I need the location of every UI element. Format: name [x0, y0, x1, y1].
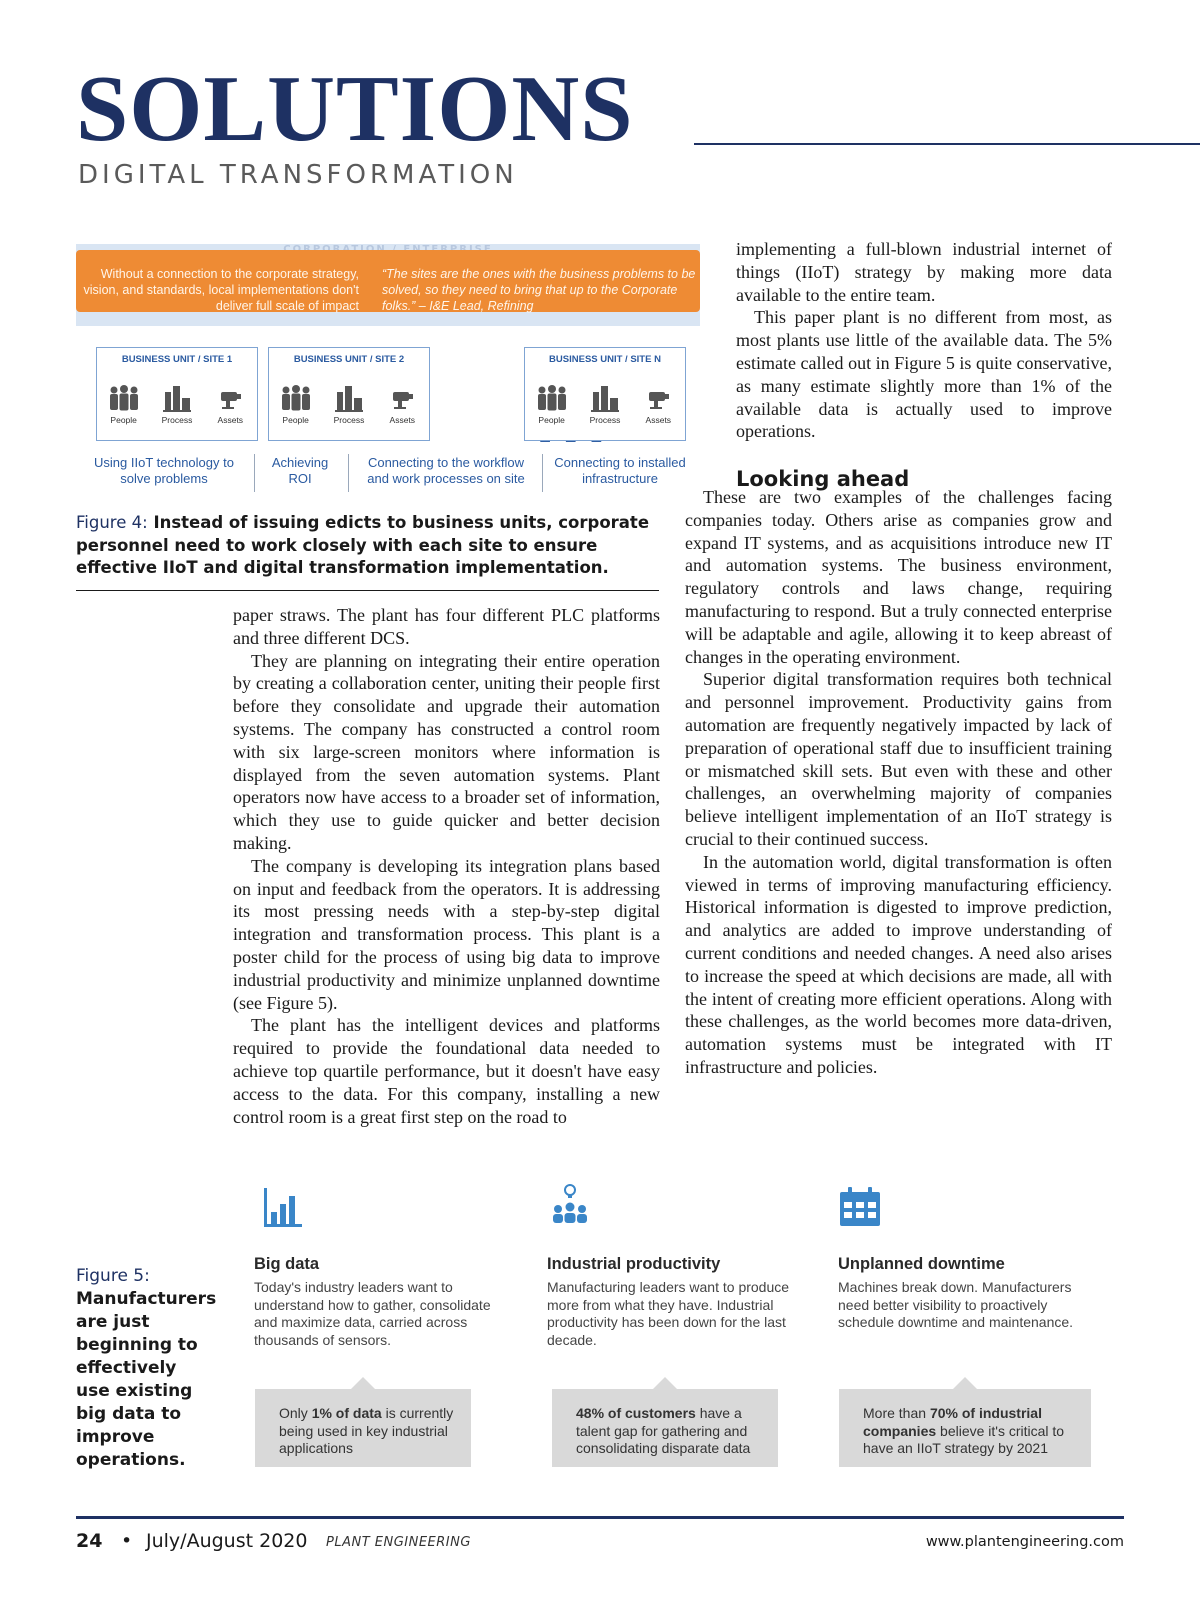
title-rule [694, 143, 1200, 145]
paragraph: The company is developing its integration plans based on input and feedback from the operators. It is addressing its most pressing needs with a step-by-step digital integration and transformation process. This plant is a poster child for the process of using big data to improve industrial productivity and minimize unplanned downtime (see Figure 5). [233, 855, 660, 1013]
business-unit-site-n [524, 347, 686, 441]
paragraph: The plant has the intelligent devices and platforms required to provide the foundational data needed to achieve top quartile performance, but it doesn't have easy access to the data. For this company, installing a new control room is a great first step on the road to [233, 1015, 660, 1127]
industrial-productivity-stat: 48% of customers have a talent gap for gathering and consolidating disparate data [576, 1405, 751, 1456]
benefit-divider [348, 454, 349, 492]
people-icon [107, 384, 141, 412]
people-icon [535, 384, 569, 412]
business-unit-title: BUSINESS UNIT / SITE N [549, 354, 661, 365]
big-data-stat-box [255, 1389, 471, 1467]
people-label: People [110, 415, 137, 425]
business-unit-site-1 [96, 347, 258, 441]
people-label: People [538, 415, 565, 425]
unplanned-downtime-title: Unplanned downtime [838, 1255, 1005, 1273]
assets-icon [389, 384, 415, 412]
assets-label: Assets [645, 415, 672, 425]
process-label: Process [161, 415, 193, 425]
process-icon [590, 384, 620, 412]
business-unit-title: BUSINESS UNIT / SITE 2 [293, 354, 405, 365]
process-label: Process [589, 415, 621, 425]
issue-date: July/August 2020 [146, 1530, 308, 1552]
article-column-right-top [736, 238, 1112, 443]
corporate-quote-banner [76, 250, 700, 312]
big-data-title: Big data [254, 1255, 320, 1273]
figure-5-caption-text: Manufacturers are just beginning to effectively use existing big data to improve operations. [76, 1289, 217, 1470]
paragraph: paper straws. The plant has four different PLC platforms and three different DCS. [233, 605, 660, 648]
paragraph: This paper plant is no different from most, as most plants use little of the available data. The 5% estimate called out in Figure 5 is quite conservative, as many estimate slightly more than 1% of the available data is actually used to improve operations. [736, 307, 1112, 442]
paragraph: In the automation world, digital transformation is often viewed in terms of improving manufacturing efficiency. Historical information is digested to improve prediction, and analytics are added to improve understanding of current conditions and needed changes. A need also arises to increase the speed at which decisions are made, all with the intent of creating more efficient operations. Along with these challenges, as the world becomes more data-driven, automation systems must be integrated with IT infrastructure and policies. [685, 851, 1112, 1077]
benefit-solve-problems: Using IIoT technology to solve problems [94, 455, 234, 486]
caption-rule [76, 590, 659, 591]
industrial-productivity-stat-box [552, 1389, 778, 1467]
quote-left: Without a connection to the corporate strategy, vision, and standards, local implementations don't deliver full scale of impact [83, 267, 359, 313]
figure-5-caption [76, 1265, 216, 1472]
assets-label: Assets [217, 415, 244, 425]
quote-right: “The sites are the ones with the business problems to be solved, so they need to bring that up to the Corporate folks.” – I&E Lead, Refining [382, 267, 696, 313]
bar-chart-icon [262, 1186, 304, 1228]
figure-4 [76, 244, 700, 506]
paragraph: These are two examples of the challenges facing companies today. Others arise as companies grow and expand IT systems, and as acquisitions introduce new IT and automation systems. The business environment, regulatory controls and laws change, requiring manufacturing to respond. But a truly connected enterprise will be adaptable and agile, allowing it to keep abreast of changes in the operating environment. [685, 487, 1112, 667]
figure-4-caption [76, 512, 676, 580]
people-icon [279, 384, 313, 412]
calendar-icon [838, 1186, 882, 1228]
paragraph: implementing a full-blown industrial internet of things (IIoT) strategy by making more data available to the entire team. [736, 239, 1112, 305]
footer-rule [76, 1516, 1124, 1519]
article-column-left [233, 604, 660, 1128]
website-url[interactable]: www.plantengineering.com [925, 1534, 1124, 1550]
unplanned-downtime-text: Machines break down. Manufacturers need better visibility to proactively schedule downtime and maintenance. [838, 1279, 1074, 1330]
team-idea-icon [548, 1182, 592, 1226]
paragraph: They are planning on integrating their entire operation by creating a collaboration center, uniting their people first before they consolidate and upgrade their automation systems. The company has constructed a control room with six large-screen monitors where information is displayed from the seven automation systems. Plant operators now have access to a broader set of information, which they use to guide quicker and better decision making. [233, 650, 660, 853]
unplanned-downtime-stat: More than 70% of industrial companies believe it's critical to have an IIoT strategy by 2021 [863, 1405, 1065, 1456]
unplanned-downtime-stat-box [839, 1389, 1091, 1467]
process-icon [334, 384, 364, 412]
benefit-infrastructure: Connecting to installed infrastructure [554, 455, 686, 486]
figure-4-caption-text: Instead of issuing edicts to business units, corporate personnel need to work closely with each site to ensure effective IIoT and digital transformation implementation. [76, 513, 650, 577]
figure-4-label: Figure 4: [76, 513, 148, 532]
big-data-stat: Only 1% of data is currently being used in key industrial applications [279, 1405, 454, 1456]
benefit-roi: Achieving ROI [271, 455, 329, 486]
page-number: 24 [76, 1530, 103, 1552]
section-subtitle: DIGITAL TRANSFORMATION [78, 160, 518, 190]
benefit-workflow: Connecting to the workflow and work processes on site [367, 455, 525, 486]
big-data-text: Today's industry leaders want to understand how to gather, consolidate and maximize data, carried across thousands of sensors. [254, 1279, 491, 1348]
people-label: People [282, 415, 309, 425]
assets-icon [645, 384, 671, 412]
assets-icon [217, 384, 243, 412]
industrial-productivity-title: Industrial productivity [547, 1255, 721, 1273]
section-title: SOLUTIONS [76, 57, 634, 161]
publication-name: PLANT ENGINEERING [326, 1535, 471, 1550]
figure-5-label: Figure 5: [76, 1266, 150, 1286]
benefit-divider [542, 454, 543, 492]
business-unit-title: BUSINESS UNIT / SITE 1 [121, 354, 233, 365]
process-label: Process [333, 415, 365, 425]
benefit-divider [254, 454, 255, 492]
section-heading: Looking ahead [736, 467, 910, 491]
industrial-productivity-text: Manufacturing leaders want to produce more from what they have. Industrial productivity has been down for the last decade. [547, 1279, 790, 1348]
business-unit-site-2 [268, 347, 430, 441]
footer-bullet: • [121, 1530, 133, 1552]
assets-label: Assets [389, 415, 416, 425]
process-icon [162, 384, 192, 412]
article-column-right [685, 486, 1112, 1079]
paragraph: Superior digital transformation requires both technical and personnel improvement. Productivity gains from automation are frequently negatively impacted by lack of preparation of operational staff due to insufficient training or mismatched skill sets. But even with these and other challenges, an overwhelming majority of companies believe intelligent implementation of an IIoT strategy is crucial to their continued success. [685, 669, 1112, 849]
